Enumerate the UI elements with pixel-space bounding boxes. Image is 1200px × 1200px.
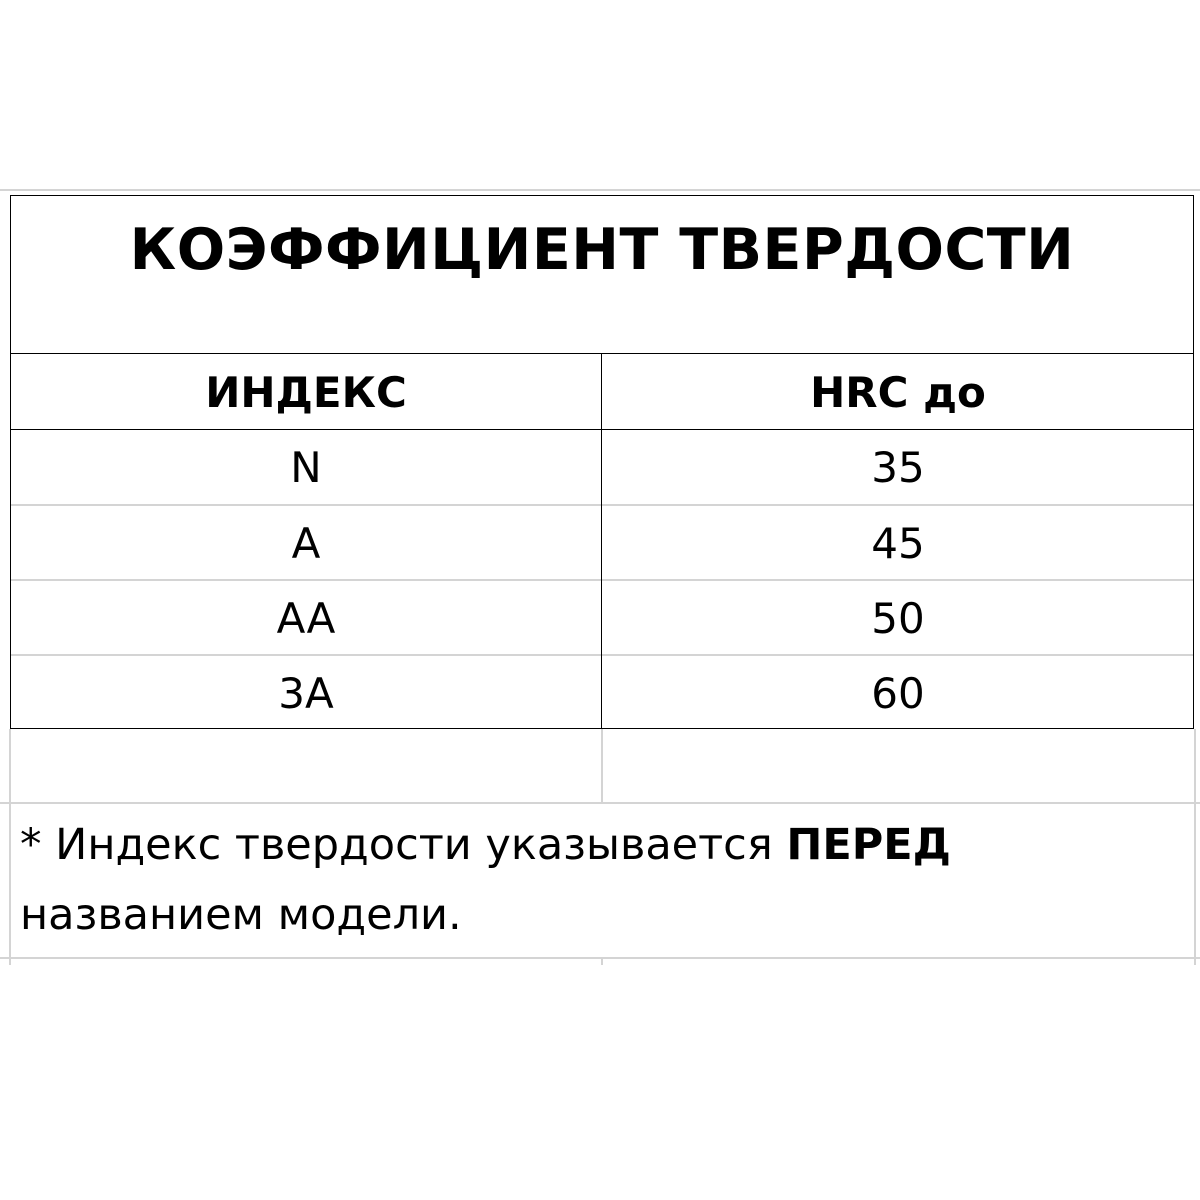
table-title: КОЭФФИЦИЕНТ ТВЕРДОСТИ [129,217,1075,283]
footnote-prefix: * Индекс твердости указывается [20,820,787,870]
row-hrc-cell: 60 [871,668,925,718]
footnote [20,810,1180,950]
row-hrc-cell: 45 [871,518,925,568]
gridline [0,189,1200,191]
gridline [0,957,1200,959]
gridline [601,957,603,965]
header-index: ИНДЕКС [205,367,407,417]
footnote-emphasis: ПЕРЕД [786,820,951,870]
gridline [9,729,11,965]
row-index-cell: N [290,442,322,492]
row-hrc-cell: 35 [871,442,925,492]
row-index-cell: 3A [278,668,334,718]
header-hrc: HRC до [810,367,986,417]
row-index-cell: A [291,518,321,568]
row-index-cell: AA [276,593,336,643]
row-hrc-cell: 50 [871,593,925,643]
gridline [601,729,603,802]
footnote-suffix: названием модели. [20,890,462,940]
gridline [1194,729,1196,965]
gridline [0,802,1200,804]
table-divider [10,353,1194,354]
